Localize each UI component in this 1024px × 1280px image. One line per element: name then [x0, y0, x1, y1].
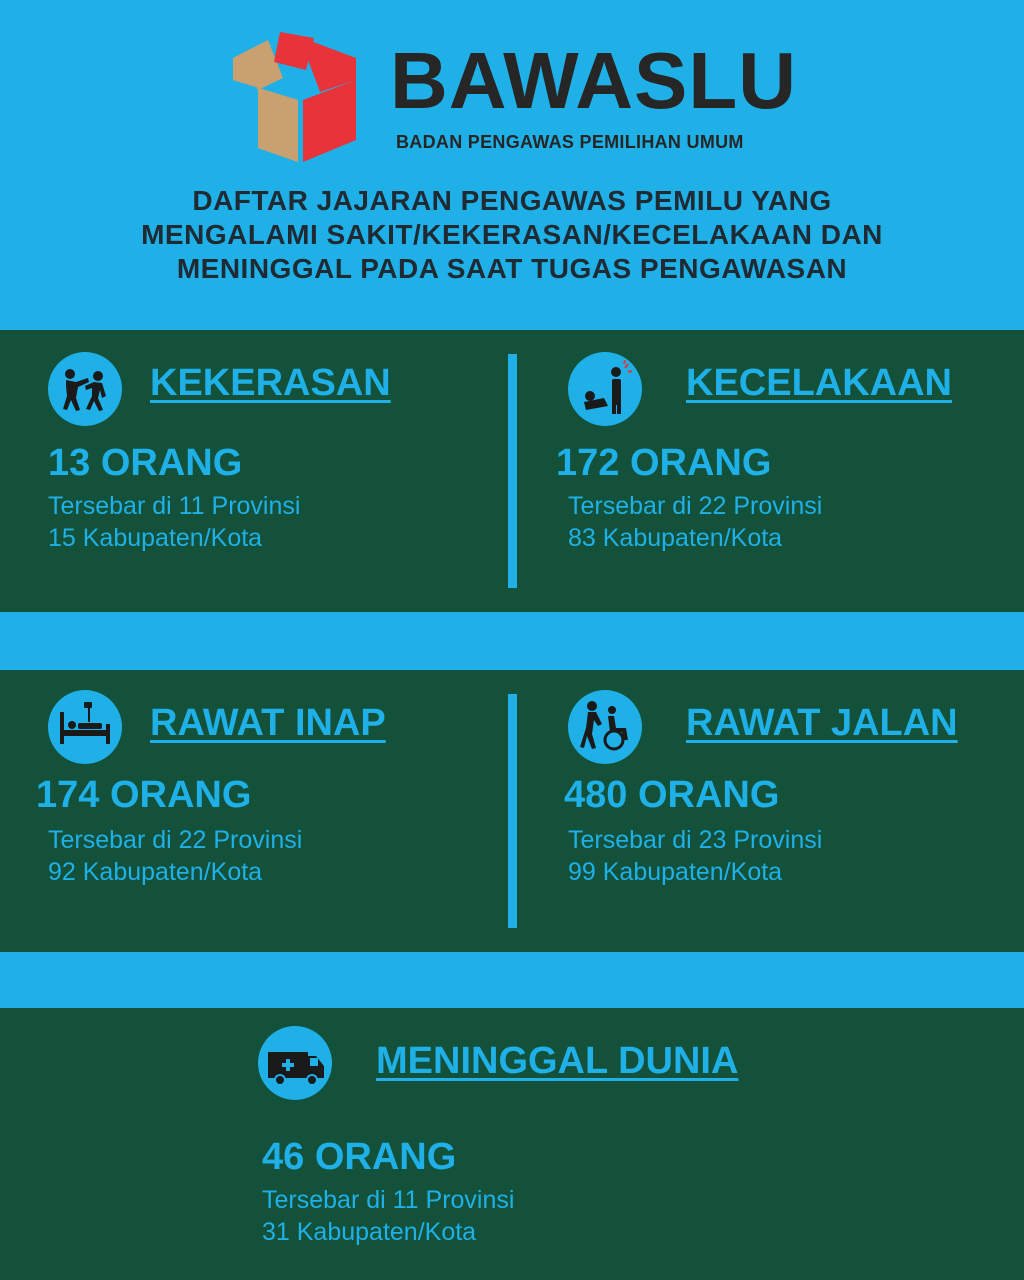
category-title-rawat-jalan: RAWAT JALAN	[686, 702, 958, 744]
brand-subtitle: BADAN PENGAWAS PEMILIHAN UMUM	[396, 132, 744, 152]
bawaslu-logo-icon	[228, 30, 358, 165]
category-title-kecelakaan: KECELAKAAN	[686, 362, 952, 404]
regencies-kekerasan: 15 Kabupaten/Kota	[48, 524, 263, 552]
category-title-kekerasan: KEKERASAN	[150, 362, 391, 404]
headline-line-1: DAFTAR JAJARAN PENGAWAS PEMILU YANG	[192, 185, 832, 216]
wheelchair-icon	[568, 690, 642, 764]
regencies-rawat-inap: 92 Kabupaten/Kota	[48, 858, 263, 886]
hospital-bed-icon	[48, 690, 122, 764]
headline	[0, 184, 1024, 286]
provinces-kekerasan: Tersebar di 11 Provinsi	[48, 492, 301, 520]
regencies-rawat-jalan: 99 Kabupaten/Kota	[568, 858, 783, 886]
fight-icon	[48, 352, 122, 426]
headline-line-3: MENINGGAL PADA SAAT TUGAS PENGAWASAN	[176, 253, 848, 284]
brand-name: BAWASLU	[390, 36, 797, 125]
column-divider	[508, 354, 517, 588]
header	[0, 0, 1024, 330]
count-meninggal: 46 ORANG	[262, 1136, 457, 1178]
panel-row-2	[0, 670, 1024, 952]
count-kekerasan: 13 ORANG	[48, 442, 243, 484]
ambulance-icon	[258, 1026, 332, 1100]
panel-row-3	[0, 1008, 1024, 1280]
accident-icon	[568, 352, 642, 426]
panel-row-1	[0, 330, 1024, 612]
count-rawat-inap: 174 ORANG	[36, 774, 252, 816]
category-title-rawat-inap: RAWAT INAP	[150, 702, 386, 744]
regencies-meninggal: 31 Kabupaten/Kota	[262, 1218, 477, 1246]
count-rawat-jalan: 480 ORANG	[564, 774, 780, 816]
category-title-meninggal: MENINGGAL DUNIA	[376, 1040, 739, 1082]
provinces-meninggal: Tersebar di 11 Provinsi	[262, 1186, 515, 1214]
provinces-rawat-inap: Tersebar di 22 Provinsi	[48, 826, 303, 854]
regencies-kecelakaan: 83 Kabupaten/Kota	[568, 524, 783, 552]
provinces-kecelakaan: Tersebar di 22 Provinsi	[568, 492, 823, 520]
column-divider	[508, 694, 517, 928]
headline-line-2: MENGALAMI SAKIT/KEKERASAN/KECELAKAAN DAN	[141, 219, 883, 250]
count-kecelakaan: 172 ORANG	[556, 442, 772, 484]
provinces-rawat-jalan: Tersebar di 23 Provinsi	[568, 826, 823, 854]
